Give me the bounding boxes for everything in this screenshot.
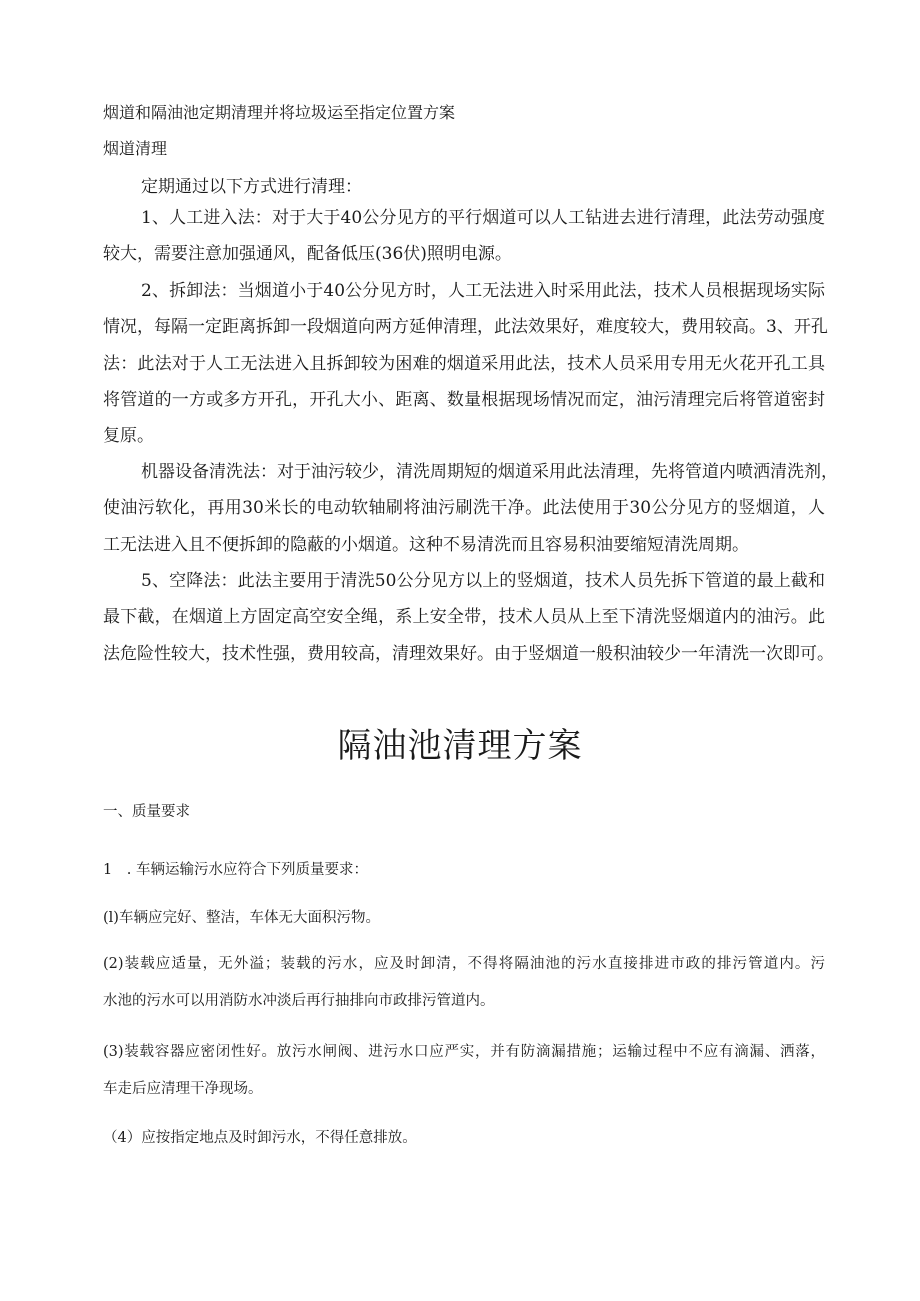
text-line: 2、拆卸法：当烟道小于40公分见方时，人工无法进入时采用此法，技术人员根据现场实际 [141,281,825,301]
text-line: 将管道的一方或多方开孔，开孔大小、距离、数量根据现场情况而定，油污清理完后将管道密封 [103,389,825,410]
quality-item-b [103,946,825,1020]
intro-paragraph: 定期通过以下方式进行清理： [141,177,362,197]
text-line: (3)装载容器应密闭性好。放污水闸阀、进污水口应严实，并有防滴漏措施；运输过程中不应有滴漏、洒落， [103,1044,825,1060]
text-line: 车走后应清理干净现场。 [103,1081,263,1097]
quality-heading: 一、质量要求 [103,804,190,820]
text-line: 5、空降法：此法主要用于清洗50公分见方以上的竖烟道，技术人员先拆下管道的最上截和 [141,571,825,591]
text-line: 法：此法对于人工无法进入且拆卸较为困难的烟道采用此法，技术人员采用专用无火花开孔工具 [103,353,825,374]
text-line: 水池的污水可以用消防水冲淡后再行抽排向市政排污管道内。 [103,993,495,1009]
text-line: 工无法进入且不便拆卸的隐蔽的小烟道。这种不易清洗而且容易积油要缩短清洗周期。 [103,534,749,555]
text-line: 较大，需要注意加强通风，配备低压(36伏)照明电源。 [103,244,512,265]
quality-item-c [103,1034,825,1108]
quality-item-d: （4）应按指定地点及时卸污水，不得任意排放。 [103,1130,417,1146]
text-line: 情况，每隔一定距离拆卸一段烟道向两方延伸清理，此法效果好，难度较大，费用较高。3、开孔 [103,317,828,338]
text-line: 机器设备清洗法：对于油污较少，清洗周期短的烟道采用此法清理，先将管道内喷洒清洗剂， [141,462,838,482]
section-title-flue: 烟道清理 [103,139,168,158]
quality-item-a: (l)车辆应完好、整洁，车体无大面积污物。 [103,910,380,926]
paragraph-disassembly [103,273,828,454]
text-line: 使油污软化，再用30米长的电动软轴刷将油污刷洗干净。此法使用于30公分见方的竖烟道，人 [103,498,825,519]
document-title: 烟道和隔油池定期清理并将垃圾运至指定位置方案 [103,103,456,122]
text-line: 复原。 [103,426,154,447]
text-line: (2)装载应适量，无外溢；装载的污水，应及时卸清，不得将隔油池的污水直接排进市政的排污管道内。污 [103,956,825,972]
section-title-grease-trap: 隔油池清理方案 [337,726,583,766]
text-line: 最下截，在烟道上方固定高空安全绳，系上安全带，技术人员从上至下清洗竖烟道内的油污。此 [103,607,825,628]
text-line: 1、人工进入法：对于大于40公分见方的平行烟道可以人工钻进去进行清理，此法劳动强度 [141,208,825,228]
text-line: 法危险性较大，技术性强，费用较高，清理效果好。由于竖烟道一般积油较少一年清洗一次即可。 [103,643,834,664]
quality-item-1: 1 . 车辆运输污水应符合下列质量要求： [103,862,368,878]
paragraph-machine-cleaning [103,454,838,563]
paragraph-airdrop [103,563,834,672]
paragraph-manual-entry [103,200,825,273]
